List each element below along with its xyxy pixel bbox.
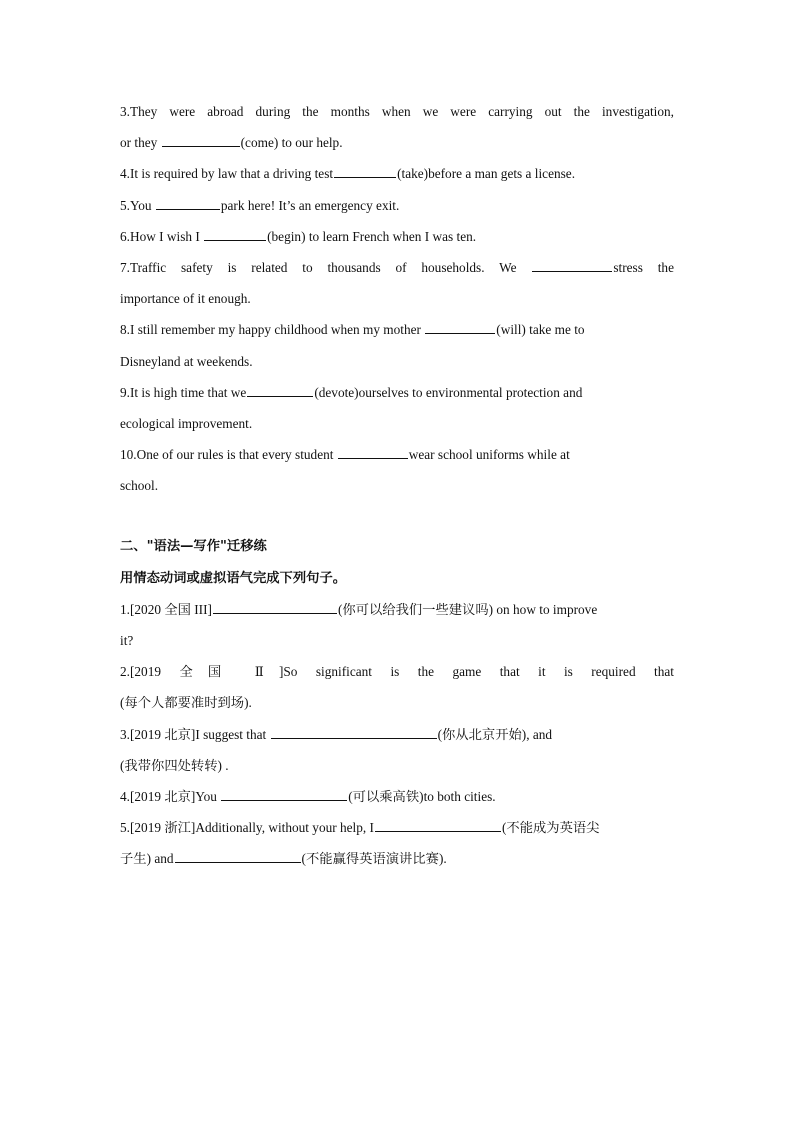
writing-question-3-line-2: (我带你四处转转) . <box>120 757 229 773</box>
answer-blank[interactable] <box>271 724 437 739</box>
writing-5-text-c: 子生) and <box>120 851 174 867</box>
question-3-line-1: 3.They were abroad during the months when we were carrying out the investigation, <box>120 104 674 119</box>
question-10-line-2: school. <box>120 478 159 494</box>
writing-question-2-line-1: 2.[2019 全国 Ⅱ]So significant is the game that it is required that <box>120 664 674 680</box>
question-4 <box>120 158 674 189</box>
section-spacer <box>120 501 674 531</box>
writing-3-text-a: 3.[2019 北京]I suggest that <box>120 726 270 742</box>
writing-1-text-a: 1.[2020 全国 III] <box>120 601 212 617</box>
writing-question-3-line-1 <box>120 719 674 750</box>
question-10-text-b: wear school uniforms while at <box>408 447 570 463</box>
writing-question-5-line-2 <box>120 843 674 874</box>
question-4-text-b: (take)before a man gets a license. <box>397 166 576 182</box>
answer-blank[interactable] <box>425 319 495 334</box>
answer-blank[interactable] <box>247 382 313 397</box>
writing-5-text-a: 5.[2019 浙江]Additionally, without your help, I <box>120 820 374 836</box>
question-6-text-a: 6.How I wish I <box>120 228 204 244</box>
writing-1-text-b: (你可以给我们一些建议吗) on how to improve <box>337 601 598 617</box>
answer-blank[interactable] <box>175 848 301 863</box>
question-6 <box>120 221 674 252</box>
question-9-text-a: 9.It is high time that we <box>120 384 247 400</box>
question-5-text-b: park here! It’s an emergency exit. <box>220 197 400 213</box>
question-9-line-2: ecological improvement. <box>120 415 253 431</box>
writing-4-text-a: 4.[2019 北京]You <box>120 788 221 804</box>
answer-blank[interactable] <box>375 817 501 832</box>
question-7-line-2: importance of it enough. <box>120 291 251 307</box>
writing-4-text-b: (可以乘高铁)to both cities. <box>348 788 496 804</box>
question-10-line-1 <box>120 439 674 470</box>
question-9-line-1 <box>120 377 674 408</box>
question-10-text-a: 10.One of our rules is that every student <box>120 447 337 463</box>
writing-question-2-line-2: (每个人都要准时到场). <box>120 695 252 711</box>
answer-blank[interactable] <box>156 195 220 210</box>
writing-5-text-b: (不能成为英语尖 <box>501 820 600 836</box>
question-7-text-a: 7.Traffic safety is related to thousands of households. We <box>120 259 532 275</box>
question-9-text-b: (devote)ourselves to environmental protection and <box>314 384 583 400</box>
answer-blank[interactable] <box>162 132 240 147</box>
question-5-text-a: 5.You <box>120 197 155 213</box>
section-title: 二、"语法—写作"迁移练 <box>120 539 267 555</box>
exercise-content <box>120 96 674 875</box>
writing-question-5-line-1 <box>120 812 674 843</box>
answer-blank[interactable] <box>204 226 266 241</box>
writing-5-text-d: (不能赢得英语演讲比赛). <box>301 851 447 867</box>
question-4-text-a: 4.It is required by law that a driving test <box>120 166 334 182</box>
question-6-text-b: (begin) to learn French when I was ten. <box>267 228 477 244</box>
answer-blank[interactable] <box>338 444 408 459</box>
question-3-line-2 <box>120 127 674 158</box>
writing-question-1-line-1 <box>120 594 674 625</box>
question-3-text-a: or they <box>120 135 161 151</box>
answer-blank[interactable] <box>213 599 337 614</box>
question-8-text-b: (will) take me to <box>496 322 585 338</box>
writing-3-text-b: (你从北京开始), and <box>437 726 553 742</box>
answer-blank[interactable] <box>334 163 396 178</box>
question-8-line-2: Disneyland at weekends. <box>120 353 253 369</box>
question-3-text-b: (come) to our help. <box>240 135 343 151</box>
answer-blank[interactable] <box>221 786 347 801</box>
writing-question-1-line-2: it? <box>120 633 134 648</box>
question-5 <box>120 190 674 221</box>
question-7-text-b: stress the <box>613 259 674 275</box>
question-7-line-1 <box>120 252 674 283</box>
section-instruction: 用情态动词或虚拟语气完成下列句子。 <box>120 570 347 586</box>
question-8-text-a: 8.I still remember my happy childhood when my mother <box>120 322 425 338</box>
answer-blank[interactable] <box>532 257 612 272</box>
question-8-line-1 <box>120 314 674 345</box>
writing-question-4 <box>120 781 674 812</box>
